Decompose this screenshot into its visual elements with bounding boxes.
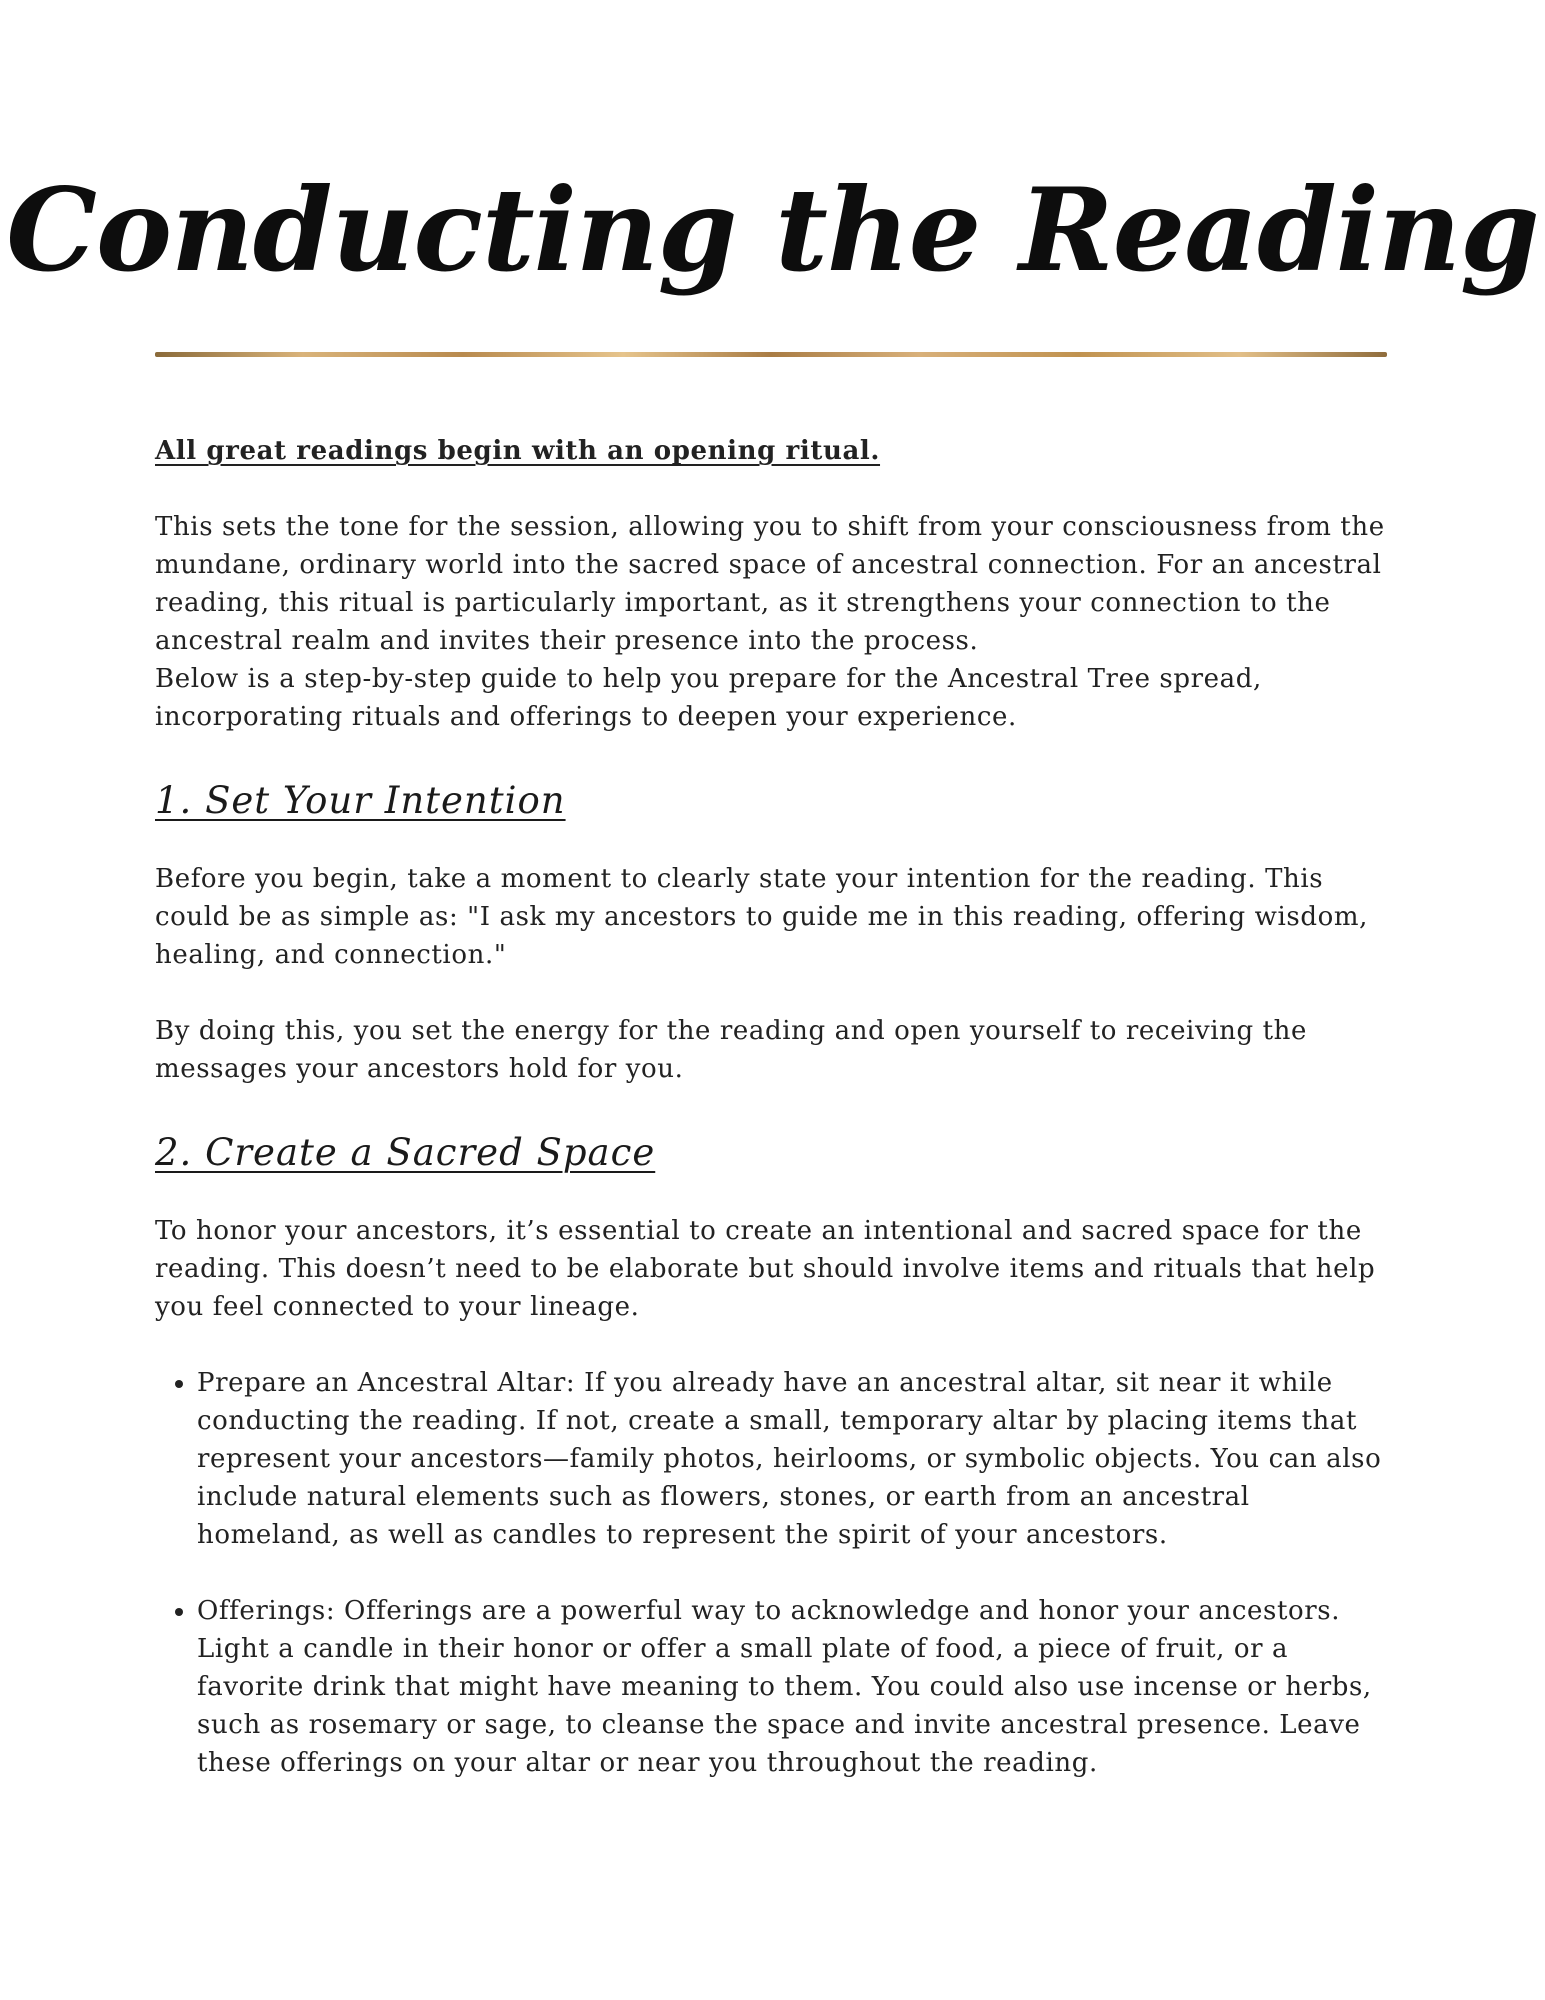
intention-paragraph-1: Before you begin, take a moment to clearly state your intention for the reading. This could be as simple as: "I ask my ancestors to guide me in this reading, offering wisdom, healing, and connection.": [155, 864, 1368, 970]
sacred-space-paragraph: To honor your ancestors, it’s essential to create an intentional and sacred space for the reading. This doesn’t need to be elaborate but should involve items and rituals that help you feel connected to your lineage.: [155, 1216, 1376, 1322]
section-heading-sacred-space: 2. Create a Sacred Space: [155, 1131, 656, 1174]
intro-paragraph: This sets the tone for the session, allowing you to shift from your consciousness from the mundane, ordinary world into the sacred space of ancestral connection. For an ancestral reading, this ritual is particularly important, as it strengthens your connection to the ancestral realm and invites their presence into the process.: [155, 512, 1385, 656]
gold-divider: [155, 352, 1387, 357]
paragraph-spacer: [155, 974, 1395, 1012]
sacred-space-list: [155, 1364, 1395, 1782]
lead-heading: All great readings begin with an opening ritual.: [155, 436, 881, 466]
list-item-offerings: • Offerings: Offerings are a powerful way to acknowledge and honor your ancestors. Light a candle in their honor or offer a small plate of food, a piece of fruit, or a favorite drink that might have meaning to them. You could also use incense or herbs, such as rosemary or sage, to cleanse the space and invite ancestral presence. Leave these offerings on your altar or near you throughout the reading.: [197, 1592, 1395, 1782]
section-heading-intention: 1. Set Your Intention: [155, 779, 566, 822]
list-item-altar: • Prepare an Ancestral Altar: If you already have an ancestral altar, sit near it while conducting the reading. If not, create a small, temporary altar by placing items that represent your ancestors—family photos, heirlooms, or symbolic objects. You can also include natural elements such as flowers, stones, or earth from an ancestral homeland, as well as candles to represent the spirit of your ancestors.: [197, 1364, 1395, 1554]
intention-paragraph-2: By doing this, you set the energy for the reading and open yourself to receiving the messages your ancestors hold for you.: [155, 1016, 1308, 1084]
intro-paragraph-2: Below is a step-by-step guide to help you prepare for the Ancestral Tree spread, incorporating rituals and offerings to deepen your experience.: [155, 664, 1262, 732]
page-title: Conducting the Reading: [6, 163, 1539, 297]
page-content: [155, 432, 1395, 1820]
paragraph-spacer: [155, 1326, 1395, 1364]
